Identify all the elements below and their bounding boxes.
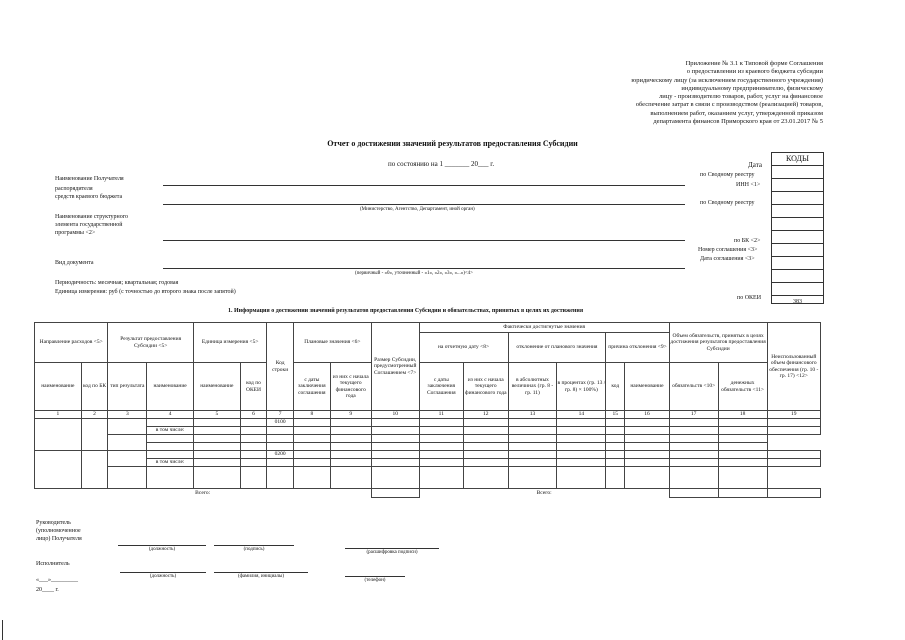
- col-num: 16: [625, 411, 670, 419]
- th-unit-name: наименование: [193, 363, 240, 411]
- th-unused: Неиспользованный объем финансового обеспечения (гр. 10 - гр. 17) <12>: [767, 323, 820, 411]
- th-obligations: Объем обязательств, принятых в целях достижения результатов предоставления Субсидии: [669, 323, 767, 363]
- including-label: в том числе:: [147, 426, 194, 434]
- table-row: [35, 434, 821, 442]
- th-plan-from-date: с даты заключения соглашения: [294, 363, 331, 411]
- col-num: 2: [81, 411, 108, 419]
- col-num: 11: [419, 411, 463, 419]
- executor-position-line: [120, 572, 206, 573]
- table-row: [35, 466, 821, 488]
- column-numbers-row: [35, 411, 821, 419]
- head-label-2: (уполномоченное: [36, 528, 81, 534]
- row-code: 0200: [267, 450, 294, 458]
- header-appendix: [573, 60, 823, 126]
- agreement-number-label: Номер соглашения <3>: [698, 247, 758, 253]
- col-num: 3: [108, 411, 147, 419]
- th-direction-name: наименование: [35, 363, 82, 411]
- col-num: 5: [193, 411, 240, 419]
- position-caption: (должность): [148, 547, 176, 552]
- row-code: 0100: [267, 418, 294, 426]
- table-row: [35, 426, 821, 434]
- header-line: о предоставлении из краевого бюджета субсидии: [686, 68, 823, 76]
- code-cell: [772, 192, 823, 205]
- inn-label: ИНН <1>: [736, 182, 761, 188]
- recipient-line: [163, 185, 685, 186]
- struct-line: [163, 240, 685, 241]
- table-row: [35, 458, 821, 466]
- code-cell: [772, 244, 823, 257]
- col-num: 8: [294, 411, 331, 419]
- th-obligations-count: обязательств <10>: [669, 363, 718, 411]
- header-line: юридическому лицу (за исключением государственного учреждения): [631, 76, 823, 84]
- code-cell: [772, 179, 823, 192]
- decipher-line: [345, 548, 439, 549]
- date-year: 20____ г.: [36, 587, 59, 593]
- table-row: [35, 442, 821, 450]
- header-line: лицу - производителю товаров, работ, услуг на финансовое: [659, 93, 823, 101]
- manager-label-1: распорядителя: [55, 186, 93, 192]
- recipient-label: Наименование Получателя: [55, 176, 124, 182]
- col-num: 19: [767, 411, 820, 419]
- total-label-left: Всего:: [35, 488, 372, 497]
- th-result-name: наименование: [147, 363, 194, 411]
- th-money-obligations: денежных обязательств <11>: [718, 363, 767, 411]
- th-result: Результат предоставления Субсидии <5>: [108, 323, 194, 363]
- periodicity: Периодичность: месячная; квартальная; годовая: [55, 280, 179, 286]
- col-num: 18: [718, 411, 767, 419]
- th-report-date: на отчетную дату <8>: [419, 333, 508, 363]
- code-cell: [772, 166, 823, 179]
- code-cell: [772, 218, 823, 231]
- ministry-note: (Министерство, Агентство, Департамент, иной орган): [360, 207, 475, 212]
- table-row: [35, 450, 821, 458]
- th-reason-name: наименование: [625, 363, 670, 411]
- th-subsidy-size: Размер Субсидии, предусмотренный Соглашением <7>: [371, 323, 419, 411]
- signature-caption: (подпись): [243, 547, 265, 552]
- phone-caption: (телефон): [364, 578, 386, 583]
- manager-line: [163, 204, 685, 205]
- fio-caption: (фамилия, инициалы): [237, 574, 285, 579]
- struct-label-3: программы <2>: [55, 230, 96, 236]
- col-num: 15: [606, 411, 625, 419]
- th-plan-year: из них с начала текущего финансового года: [330, 363, 371, 411]
- code-cell: [772, 257, 823, 270]
- col-num: 12: [464, 411, 508, 419]
- manager-label-2: средств краевого бюджета: [55, 194, 123, 200]
- codes-box: [771, 152, 824, 304]
- position-line: [118, 545, 206, 546]
- col-num: 1: [35, 411, 82, 419]
- th-deviation-pct: в процентах (гр. 13 / гр. 8) × 100%): [557, 363, 606, 411]
- doctype-line: [163, 268, 685, 269]
- th-okei-code: код по ОКЕИ: [240, 363, 267, 411]
- th-row-code: Код строки: [267, 323, 294, 411]
- code-cell: [772, 283, 823, 296]
- th-reason: причина отклонения <9>: [606, 333, 669, 363]
- date-day-month: «___»_________: [36, 577, 78, 583]
- svod-reestr-label-2: по Сводному реестру: [700, 200, 755, 206]
- th-direction: Направление расходов <5>: [35, 323, 108, 363]
- struct-label-2: элемента государственной: [55, 222, 123, 228]
- total-row: [35, 488, 821, 497]
- head-label-1: Руководитель: [36, 520, 71, 526]
- phone-line: [345, 576, 405, 577]
- header-line: обеспечение затрат в связи с производством (реализацией) товаров,: [635, 101, 823, 109]
- as-of-date: по состоянию на 1 _______ 20___ г.: [388, 160, 495, 168]
- okei-label: по ОКЕИ: [737, 295, 762, 301]
- col-num: 10: [371, 411, 419, 419]
- code-cell: [772, 270, 823, 283]
- total-label-right: Всего:: [419, 488, 669, 497]
- col-num: 17: [669, 411, 718, 419]
- executor-label: Исполнитель: [36, 561, 70, 567]
- th-unit: Единица измерения <5>: [193, 323, 266, 363]
- doctype-note: (первичный - «0», уточненный - «1», «2», «3», «...»)<4>: [355, 271, 473, 276]
- th-fact-from-date: с даты заключения Соглашения: [419, 363, 463, 411]
- col-num: 4: [147, 411, 194, 419]
- scan-edge: [2, 620, 3, 640]
- section-title: 1. Информация о достижении значений результатов предоставления Субсидии и обязательствах, принятых в целях их достижения: [228, 308, 584, 314]
- struct-label-1: Наименование структурного: [55, 214, 129, 220]
- th-plan: Плановые значения <6>: [294, 323, 372, 363]
- col-num: 14: [557, 411, 606, 419]
- th-bk-code: код по БК: [81, 363, 108, 411]
- agreement-date-label: Дата соглашения <3>: [700, 256, 755, 262]
- okei-code: 383: [793, 299, 802, 305]
- head-label-3: лицо) Получателя: [36, 536, 82, 542]
- executor-fio-line: [214, 572, 308, 573]
- th-result-type: тип результата: [108, 363, 147, 411]
- header-line: индивидуальному предпринимателю, физическому: [681, 84, 823, 92]
- th-fact: Фактически достигнутые значения: [419, 323, 669, 333]
- header-line: Приложение № 3.1 к Типовой форме Соглашения: [685, 60, 823, 67]
- header-line: выполнением работ, оказанием услуг, утвержденной приказом: [650, 109, 823, 117]
- bk-label: по БК <2>: [734, 238, 761, 244]
- th-fact-year: из них с начала текущего финансового года: [464, 363, 508, 411]
- document-title: Отчет о достижении значений результатов предоставления Субсидии: [327, 139, 578, 148]
- col-num: 13: [508, 411, 557, 419]
- th-deviation-abs: в абсолютных величинах (гр. 8 - гр. 11): [508, 363, 557, 411]
- col-num: 6: [240, 411, 267, 419]
- col-num: 9: [330, 411, 371, 419]
- codes-header: КОДЫ: [772, 153, 823, 166]
- th-reason-code: код: [606, 363, 625, 411]
- table-row: [35, 418, 821, 426]
- header-line: департамента финансов Приморского края от 23.01.2017 № 5: [653, 118, 823, 126]
- including-label: в том числе:: [147, 458, 194, 466]
- decipher-caption: (расшифровка подписи): [366, 550, 418, 555]
- unit-of-measure: Единица измерения: руб (с точностью до второго знака после запятой): [55, 289, 236, 295]
- code-cell: [772, 231, 823, 244]
- th-deviation: отклонение от планового значения: [508, 333, 606, 363]
- svod-reestr-label-1: по Сводному реестру: [700, 172, 755, 178]
- executor-position-caption: (должность): [149, 574, 177, 579]
- col-num: 7: [267, 411, 294, 419]
- date-label: Дата: [748, 161, 762, 169]
- results-table: [34, 322, 821, 498]
- doctype-label: Вид документа: [55, 260, 94, 266]
- signature-line: [214, 545, 294, 546]
- code-cell: [772, 205, 823, 218]
